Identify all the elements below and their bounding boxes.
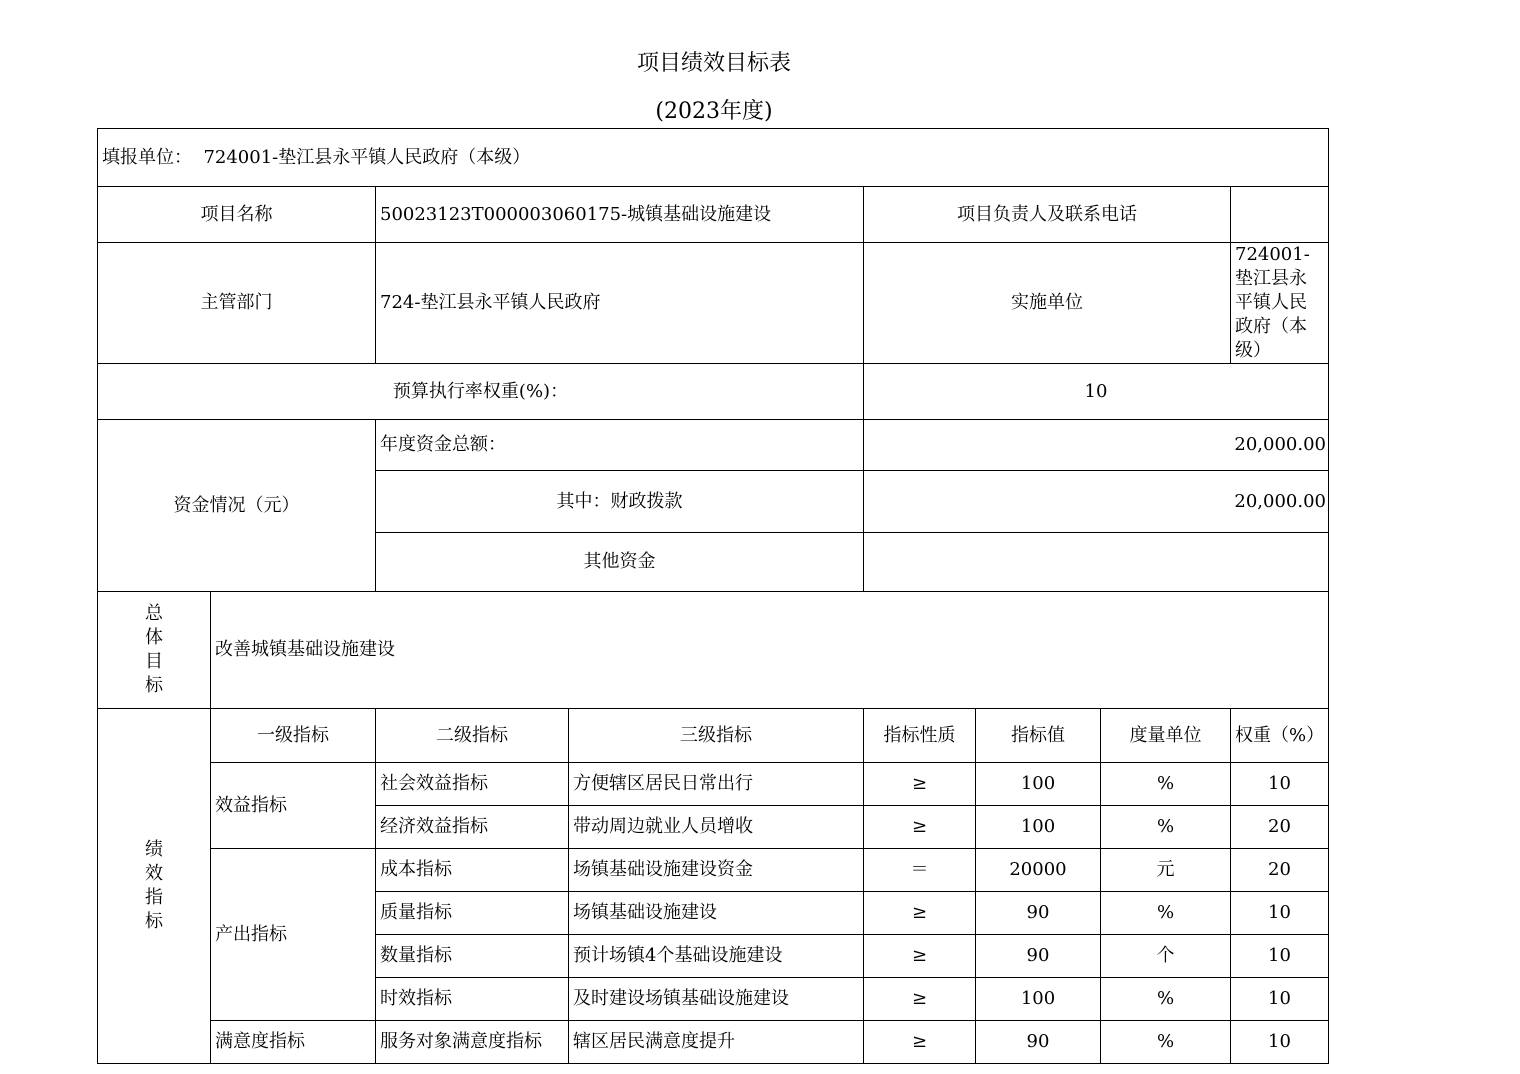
funds-label	[98, 420, 376, 592]
value-cell: 90	[976, 1021, 1101, 1064]
nature-cell: ≥	[864, 892, 976, 935]
weight-cell: 10	[1231, 892, 1329, 935]
weight-cell: 10	[1231, 763, 1329, 806]
project-name-label: 项目名称	[98, 187, 376, 243]
header-weight: 权重（%）	[1231, 709, 1329, 763]
value-cell: 90	[976, 892, 1101, 935]
funds-label-text: 资金情况（元）	[173, 494, 300, 516]
impl-label: 实施单位	[864, 243, 1231, 364]
dept-label: 主管部门	[98, 243, 376, 364]
level3-cell: 预计场镇4个基础设施建设	[569, 935, 864, 978]
unit-cell: %	[1101, 763, 1231, 806]
project-name-value: 50023123T000003060175-城镇基础设施建设	[376, 187, 864, 243]
performance-target-table	[97, 128, 1329, 1064]
level2-cell: 经济效益指标	[376, 806, 569, 849]
nature-cell: ≥	[864, 935, 976, 978]
level2-cell: 时效指标	[376, 978, 569, 1021]
value-cell: 100	[976, 806, 1101, 849]
level3-cell: 及时建设场镇基础设施建设	[569, 978, 864, 1021]
unit-cell: %	[1101, 892, 1231, 935]
level2-cell: 服务对象满意度指标	[376, 1021, 569, 1064]
unit-cell: 元	[1101, 849, 1231, 892]
value-cell: 100	[976, 763, 1101, 806]
level3-cell: 辖区居民满意度提升	[569, 1021, 864, 1064]
level3-cell: 场镇基础设施建设	[569, 892, 864, 935]
page-title: 项目绩效目标表	[636, 51, 791, 76]
funds-other-label: 其他资金	[376, 533, 864, 592]
level2-cell: 成本指标	[376, 849, 569, 892]
unit-cell: 个	[1101, 935, 1231, 978]
filler-label: 填报单位：	[102, 146, 192, 168]
nature-cell: ≥	[864, 806, 976, 849]
goal-label	[98, 592, 211, 709]
budget-rate-label: 预算执行率权重(%)：	[98, 364, 864, 420]
header-unit: 度量单位	[1101, 709, 1231, 763]
nature-cell: ≥	[864, 1021, 976, 1064]
impl-value: 724001-垫江县永平镇人民政府（本级）	[1231, 243, 1329, 364]
goal-label-text: 总体目标	[145, 603, 163, 696]
header-level1: 一级指标	[211, 709, 376, 763]
weight-cell: 20	[1231, 849, 1329, 892]
weight-cell: 10	[1231, 978, 1329, 1021]
indicators-label-text: 绩效指标	[145, 839, 163, 932]
funds-total-value: 20,000.00	[864, 420, 1329, 471]
level1-satisfaction: 满意度指标	[211, 1021, 376, 1064]
goal-value: 改善城镇基础设施建设	[211, 592, 1329, 709]
level3-cell: 方便辖区居民日常出行	[569, 763, 864, 806]
weight-cell: 10	[1231, 935, 1329, 978]
value-cell: 90	[976, 935, 1101, 978]
filler-row	[98, 129, 1329, 187]
header-nature: 指标性质	[864, 709, 976, 763]
value-cell: 20000	[976, 849, 1101, 892]
unit-cell: %	[1101, 806, 1231, 849]
indicators-label	[98, 709, 211, 1064]
level1-benefit: 效益指标	[211, 763, 376, 849]
funds-fiscal-value: 20,000.00	[864, 471, 1329, 533]
unit-cell: %	[1101, 978, 1231, 1021]
level2-cell: 社会效益指标	[376, 763, 569, 806]
filler-value: 724001-垫江县永平镇人民政府（本级）	[203, 146, 531, 168]
weight-cell: 20	[1231, 806, 1329, 849]
header-level3: 三级指标	[569, 709, 864, 763]
nature-cell: ≥	[864, 763, 976, 806]
header-value: 指标值	[976, 709, 1101, 763]
page-subtitle: (2023年度)	[655, 99, 773, 124]
level3-cell: 带动周边就业人员增收	[569, 806, 864, 849]
unit-cell: %	[1101, 1021, 1231, 1064]
weight-cell: 10	[1231, 1021, 1329, 1064]
level1-output: 产出指标	[211, 849, 376, 1021]
contact-label: 项目负责人及联系电话	[864, 187, 1231, 243]
funds-fiscal-label: 其中：财政拨款	[376, 471, 864, 533]
value-cell: 100	[976, 978, 1101, 1021]
level2-cell: 数量指标	[376, 935, 569, 978]
nature-cell: ＝	[864, 849, 976, 892]
funds-total-label: 年度资金总额：	[376, 420, 864, 471]
funds-other-value	[864, 533, 1329, 592]
contact-value	[1231, 187, 1329, 243]
dept-value: 724-垫江县永平镇人民政府	[376, 243, 864, 364]
nature-cell: ≥	[864, 978, 976, 1021]
level2-cell: 质量指标	[376, 892, 569, 935]
header-level2: 二级指标	[376, 709, 569, 763]
level3-cell: 场镇基础设施建设资金	[569, 849, 864, 892]
budget-rate-value: 10	[864, 364, 1329, 420]
